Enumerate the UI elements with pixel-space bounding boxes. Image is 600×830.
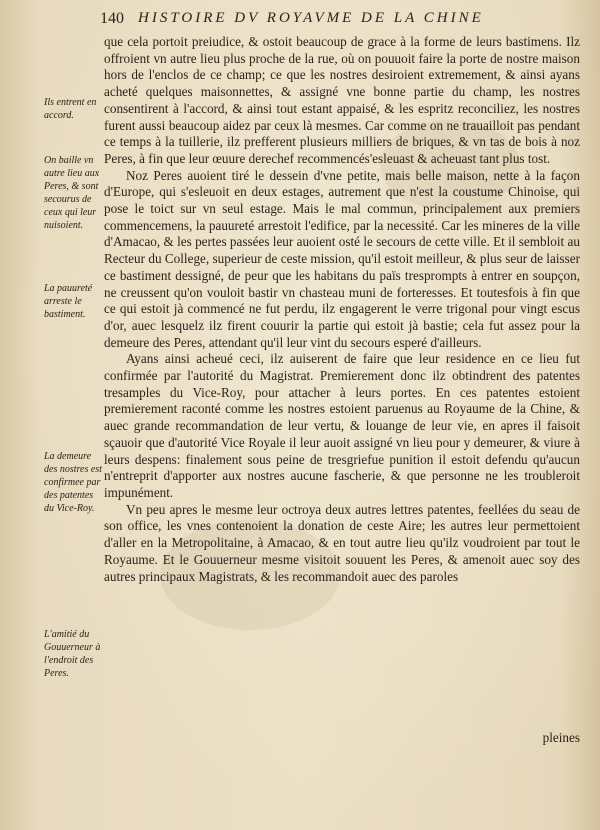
main-text [104, 34, 580, 585]
marginal-note: L'amitié du Gouuerneur à l'endroit des Peres. [44, 629, 101, 679]
paragraph: Ayans ainsi acheué ceci, ilz auiserent de faire que leur residence en ce lieu fut confirmée par l'autorité du Magistrat. Premierement donc ilz obtindrent des patentes tresamples du Vice-Roy, pour attacher à leurs portes. En ces patentes estoient premierement raconté comme les nostres estoient paruenus au Royaume de la Chine, & auec grande recommandation de leur vertu, & louange de leur vie, en apres il faisoit sçauoir que d'autorité Vice Royale il leur auoit assigné vn lieu pour y demeurer, & viure à leurs despens: finalement sous peine de tresgriefue punition il estoit defendu qu'aucun n'entreprit d'apporter aux nostres aucune fascherie, & que personne ne les troubleroit impunément. [104, 351, 580, 500]
paragraph: Vn peu apres le mesme leur octroya deux autres lettres patentes, feellées du seau de son office, les vnes contenoient la donation de ceste Aire; les autres leur permettoient d'aller en la Metropolitaine, à Amacao, & en tout autre lieu qu'ilz voudroient par tout le Royaume. Et le Gouuerneur mesme visitoit souuent les Peres, & amenoit auec soy des autres principaux Magistrats, & les recommandoit auec des paroles [104, 501, 580, 584]
page-number: 140 [100, 10, 124, 27]
marginal-note: On baille vn autre lieu aux Peres, & sont secourus de ceux qui leur nuisoient. [44, 155, 100, 231]
running-header [100, 10, 580, 36]
marginal-note: La pauureté arreste le bastiment. [44, 283, 93, 320]
catchword: pleines [542, 730, 580, 745]
paragraph: que cela portoit preiudice, & ostoit beaucoup de grace à la forme de leurs bastimens. Ilz offroient vn autre lieu plus proche de la rue, où on pouuoit faire la porte de nostre maison hors de l'enclos de ce champ; ce que les nostres desiroient extremement, & ainsi ayans acheté quelques maisonnettes, & assigné vne bonne partie du champ, les nostres consentirent à l'accord, & ainsi tout estant appaisé, & les espritz reconciliez, les nostres furent aussi beaucoup aidez par ceux là mesmes. Car comme on ne trauailloit pas pendant ce temps à la tuillerie, ilz prefferent plusieurs milliers de briques, & vn tas de bois à noz Peres, à fin que leur œuure derechef recommencés'esleuast & acheuast tant plus tost. [104, 34, 580, 166]
paragraph: Noz Peres auoient tiré le dessein d'vne petite, mais belle maison, nette à la façon d'Europe, qui s'esleuoit en deux estages, autrement que n'est la coustume Chinoise, qui pose le toict sur vn seul estage. Mais le mal commun, principalement aux premiers commencemens, la pauureté arrestoit l'edifice, par la necessité. Car les mineres de la ville d'Amacao, & les pertes passées leur auoient osté le secours de cette ville. Et il sembloit au Recteur du College, superieur de ceste mission, qu'il estoit meilleur, & plus seur de laisser ce bastiment dessigné, de peur que les habitans du païs tresprompts à entrer en soupçon, ne creussent qu'on vouloit bastir vn chasteau muni de forteresses. Et toutesfois à fin que ce qui estoit jà commencé ne fut perdu, ilz engagerent le verre trigonal pour vingt escus d'or, auec lesquelz ilz firent couurir la partie qui estoit jà bastie; cela fut assez pour la demeure des Peres, attendant qu'il leur vint du secours esperé d'ailleurs. [104, 167, 580, 350]
running-title: HISTOIRE DV ROYAVME DE LA CHINE [138, 10, 484, 26]
marginal-note: La demeure des nostres est confirmee par des patentes du Vice-Roy. [44, 451, 102, 514]
marginal-note: Ils entrent en accord. [44, 97, 97, 121]
